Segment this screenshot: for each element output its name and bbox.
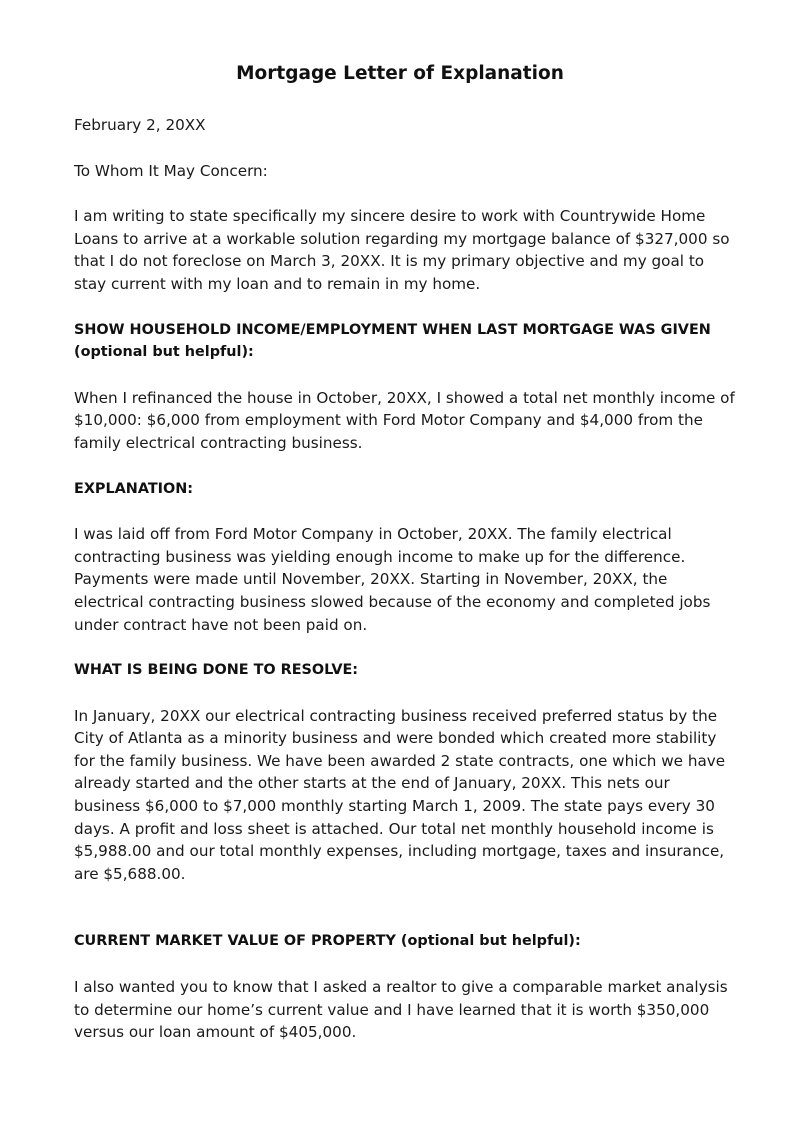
section-body-market-value: I also wanted you to know that I asked a realtor to give a comparable market analysis to determine our home’s current value and I have learned that it is worth $350,000 versus our loan amount of $405,000.: [74, 978, 728, 1042]
section-heading-income: [74, 319, 740, 364]
section-body-explanation: I was laid off from Ford Motor Company in October, 20XX. The family electrical contracting business was yielding enough income to make up for the difference. Payments were made until November, 20XX. Starting in November, 20XX, the electrical contracting business slowed because of the economy and completed jobs under contract have not been paid on.: [74, 525, 711, 634]
intro-paragraph: I am writing to state specifically my sincere desire to work with Countrywide Home Loans to arrive at a workable solution regarding my mortgage balance of $327,000 so that I do not foreclose on March 3, 20XX. It is my primary objective and my goal to stay current with my loan and to remain in my home.: [74, 207, 730, 293]
section-body-resolve: In January, 20XX our electrical contracting business received preferred status by the City of Atlanta as a minority business and were bonded which created more stability for the family business. We have been awarded 2 state contracts, one which we have already started and the other starts at the end of January, 20XX. This nets our business $6,000 to $7,000 monthly starting March 1, 2009. The state pays every 30 days. A profit and loss sheet is attached. Our total net monthly household income is $5,988.00 and our total monthly expenses, including mortgage, taxes and insurance, are $5,688.00.: [74, 706, 726, 883]
section-body-income: When I refinanced the house in October, 20XX, I showed a total net monthly income of $10,000: $6,000 from employment with Ford Motor Company and $4,000 from the family electrical contracting business.: [74, 388, 735, 452]
salutation: To Whom It May Concern:: [74, 161, 268, 180]
section-heading-explanation: EXPLANATION:: [74, 480, 194, 497]
document-title: Mortgage Letter of Explanation: [236, 63, 564, 84]
letter-date: February 2, 20XX: [74, 116, 206, 134]
section-heading-income-line2: (optional but helpful):: [74, 344, 254, 361]
section-heading-income-line1: SHOW HOUSEHOLD INCOME/EMPLOYMENT WHEN LAST MORTGAGE WAS GIVEN: [74, 321, 711, 338]
section-heading-market-value: CURRENT MARKET VALUE OF PROPERTY (optional but helpful):: [74, 933, 581, 950]
letter-body: [74, 114, 740, 1067]
section-heading-resolve: WHAT IS BEING DONE TO RESOLVE:: [74, 662, 359, 679]
